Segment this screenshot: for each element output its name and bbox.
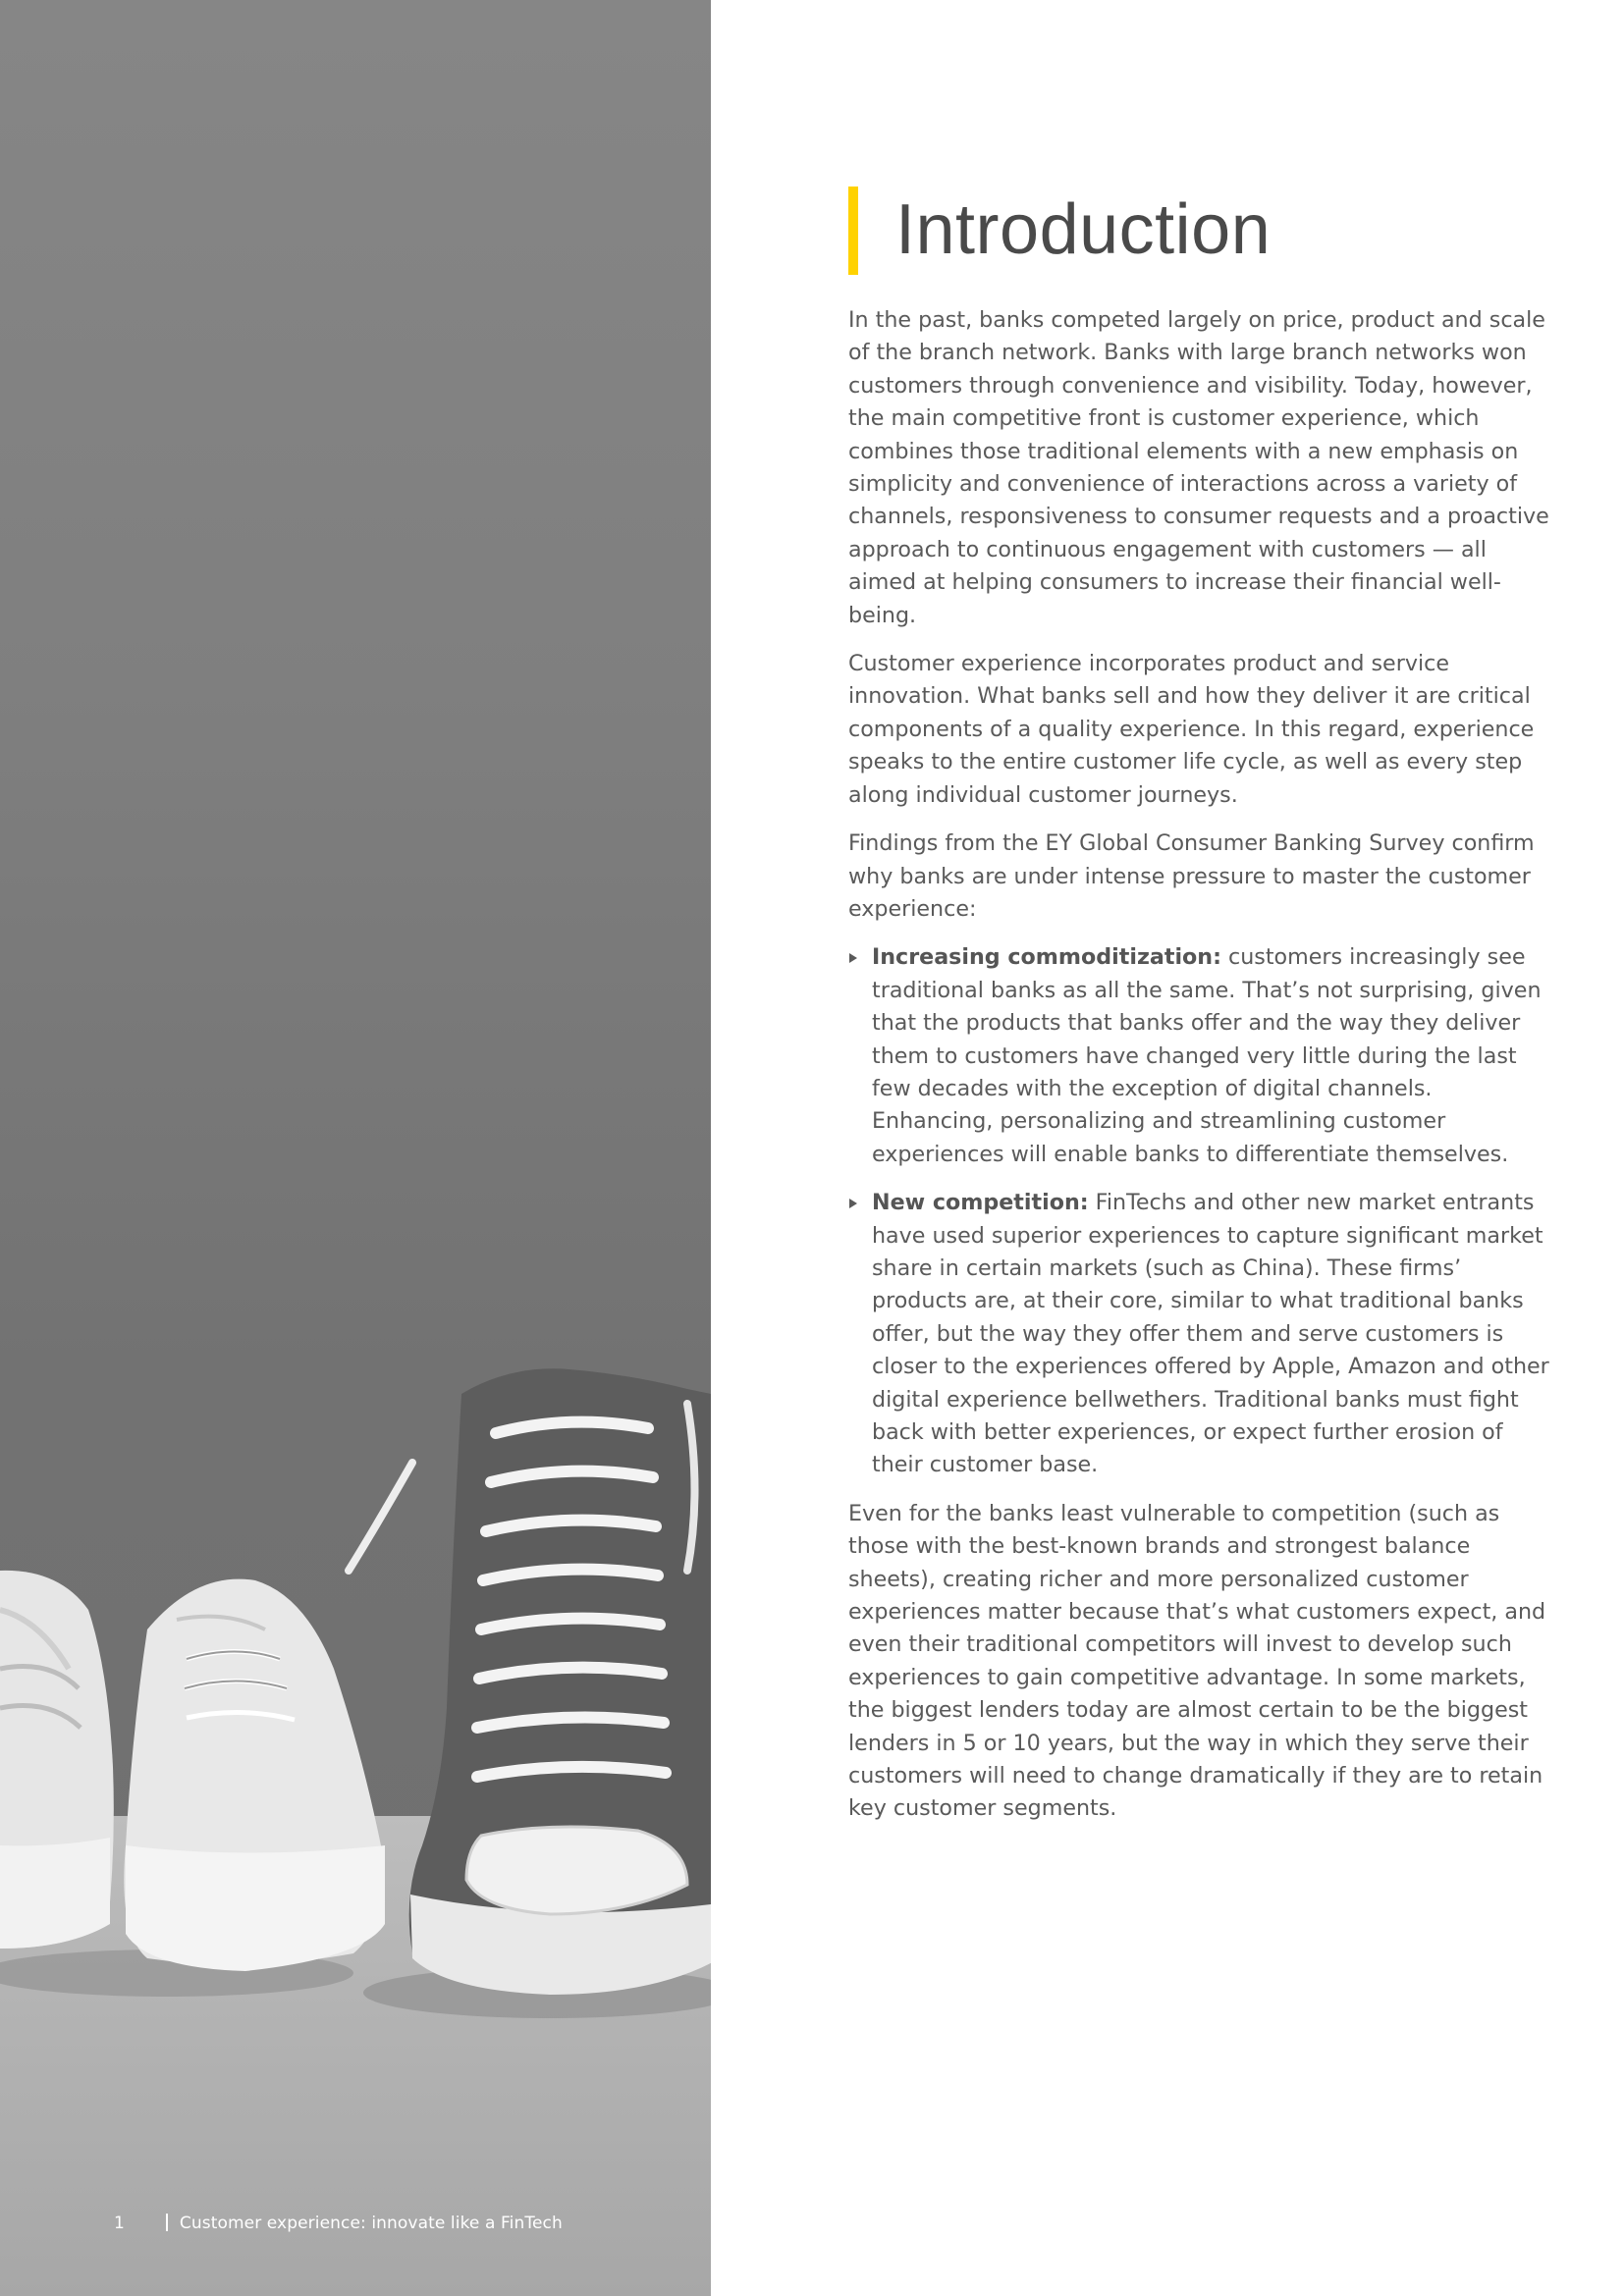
bullet-triangle-icon — [849, 1199, 857, 1208]
footer-divider — [166, 2214, 168, 2231]
bullet-text: FinTechs and other new market entrants have used superior experiences to capture significant market share in certain markets (such as China). These firms’ products are, at their core, similar to what traditional banks offer, but the way they offer them and serve customers is closer to the experiences offered by Apple, Amazon and other digital experience bellwethers. Traditional banks must fight back with better experiences, or expect further erosion of their customer base. — [872, 1190, 1549, 1478]
publication-title: Customer experience: innovate like a FinTech — [179, 2214, 563, 2233]
paragraph-4: Even for the banks least vulnerable to competition (such as those with the best-known brands and strongest balance sheets), creating richer and more personalized customer experiences matter because that’s what customers expect, and even their traditional competitors will invest to develop such experiences to gain competitive advantage. In some markets, the biggest lenders today are almost certain to be the biggest lenders in 5 or 10 years, but the way in which they serve their customers will need to change dramatically if they are to retain key customer segments. — [848, 1500, 1546, 1822]
heading-block — [848, 187, 1551, 304]
bullet-term: Increasing commoditization: — [872, 944, 1221, 971]
sneakers-photo — [0, 0, 711, 2296]
sneakers-illustration — [0, 0, 711, 2296]
bullet-triangle-icon — [849, 953, 857, 963]
page-title: Introduction — [895, 190, 1272, 269]
list-item — [848, 941, 1551, 1171]
findings-list — [848, 941, 1551, 1482]
paragraph-3: Findings from the EY Global Consumer Banking Survey confirm why banks are under intense pressure to master the customer experience: — [848, 830, 1535, 922]
bullet-text: customers increasingly see traditional banks as all the same. That’s not surprising, given that the products that banks offer and the way they deliver them to customers have changed very little during the last few decades with the exception of digital channels. Enhancing, personalizing and streamlining customer experiences will enable banks to differentiate themselves. — [872, 944, 1542, 1167]
bullet-term: New competition: — [872, 1190, 1089, 1216]
accent-bar — [848, 187, 858, 275]
article-content — [848, 187, 1551, 1842]
paragraph-1: In the past, banks competed largely on price, product and scale of the branch network. Banks with large branch networks won customers through convenience and visibility. Today, however, the main competitive front is customer experience, which combines those traditional elements with a new emphasis on simplicity and convenience of interactions across a variety of channels, responsiveness to consumer requests and a proactive approach to continuous engagement with customers — all aimed at helping consumers to increase their financial well-being. — [848, 307, 1549, 628]
page-number: 1 — [114, 2214, 125, 2233]
page-footer — [114, 2214, 563, 2233]
list-item — [848, 1187, 1551, 1482]
paragraph-2: Customer experience incorporates product and service innovation. What banks sell and how they deliver it are critical components of a quality experience. In this regard, experience speaks to the entire customer life cycle, as well as every step along individual customer journeys. — [848, 651, 1535, 808]
